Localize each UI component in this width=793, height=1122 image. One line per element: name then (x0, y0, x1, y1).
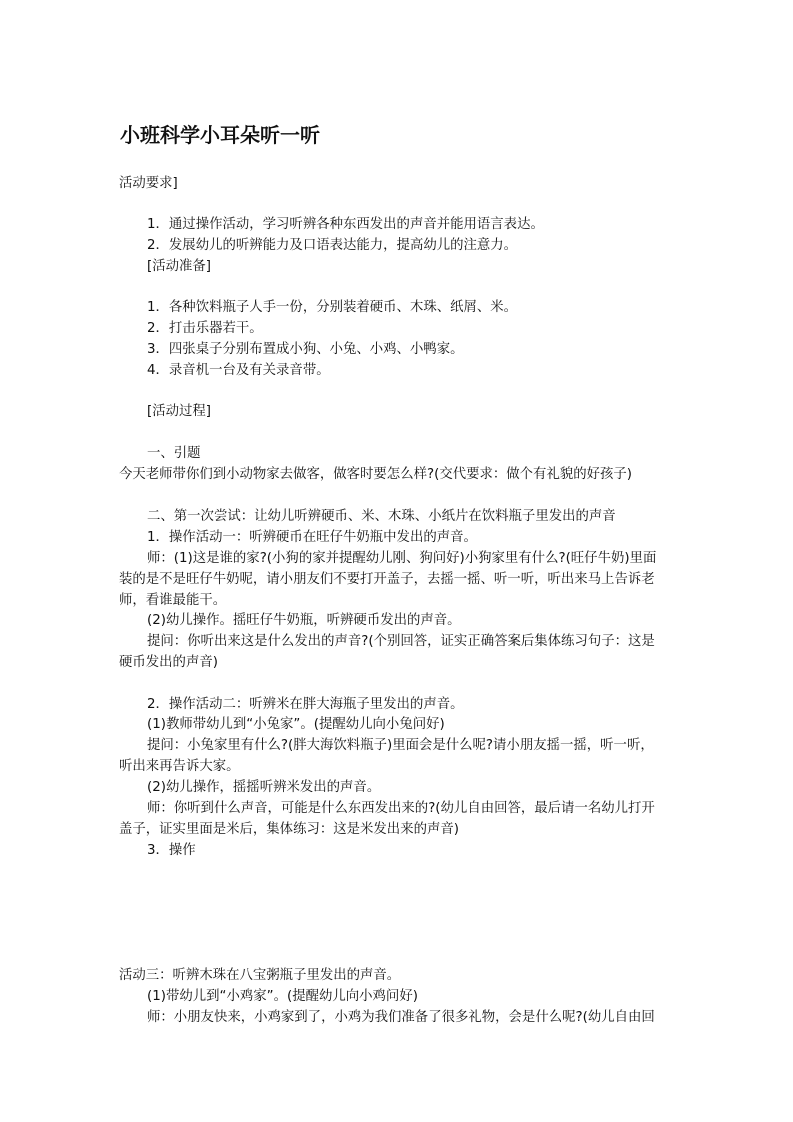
paragraph-line: 今天老师带你们到小动物家去做客，做客时要怎么样?(交代要求：做个有礼貌的好孩子) (119, 467, 633, 482)
paragraph-line: (1)带幼儿到“小鸡家”。(提醒幼儿向小鸡问好) (147, 989, 418, 1004)
subsection-heading: 一、引题 (147, 446, 201, 461)
paragraph-line: 盖子，证实里面是米后，集体练习：这是米发出来的声音) (119, 822, 459, 837)
paragraph-line: 2．操作活动二：听辨米在胖大海瓶子里发出的声音。 (147, 697, 464, 712)
paragraph-line: 2．打击乐器若干。 (147, 321, 263, 336)
paragraph-line: 4．录音机一台及有关录音带。 (147, 363, 330, 378)
paragraph-line: 师：你听到什么声音，可能是什么东西发出来的?(幼儿自由回答，最后请一名幼儿打开 (147, 801, 655, 816)
paragraph-line: 1．通过操作活动，学习听辨各种东西发出的声音并能用语言表达。 (147, 217, 544, 232)
document-title: 小班科学小耳朵听一听 (120, 123, 320, 147)
section-heading-process: [活动过程] (147, 404, 212, 419)
section-heading-requirements: 活动要求] (119, 176, 178, 191)
paragraph-line: (2)幼儿操作，摇摇听辨米发出的声音。 (147, 780, 381, 795)
paragraph-line: 提问：小兔家里有什么?(胖大海饮料瓶子)里面会是什么呢?请小朋友摇一摇，听一听， (147, 738, 654, 753)
paragraph-line: 师：小朋友快来，小鸡家到了，小鸡为我们准备了很多礼物，会是什么呢?(幼儿自由回 (147, 1010, 655, 1025)
paragraph-line: 活动三：听辨木珠在八宝粥瓶子里发出的声音。 (119, 968, 401, 983)
paragraph-line: 3．操作 (147, 843, 196, 858)
paragraph-line: 1．操作活动一：听辨硬币在旺仔牛奶瓶中发出的声音。 (147, 530, 477, 545)
paragraph-line: 装的是不是旺仔牛奶呢，请小朋友们不要打开盖子，去摇一摇、听一听，听出来马上告诉老 (119, 572, 655, 587)
paragraph-line: 2．发展幼儿的听辨能力及口语表达能力，提高幼儿的注意力。 (147, 238, 518, 253)
paragraph-line: 听出来再告诉大家。 (119, 759, 240, 774)
paragraph-line: (1)教师带幼儿到“小兔家”。(提醒幼儿向小兔问好) (147, 717, 445, 732)
subsection-heading: 二、第一次尝试：让幼儿听辨硬币、米、木珠、小纸片在饮料瓶子里发出的声音 (147, 509, 616, 524)
section-heading-preparation: [活动准备] (147, 259, 212, 274)
paragraph-line: 提问：你听出来这是什么发出的声音?(个别回答，证实正确答案后集体练习句子：这是 (147, 634, 655, 649)
paragraph-line: (2)幼儿操作。摇旺仔牛奶瓶，听辨硬币发出的声音。 (147, 613, 461, 628)
paragraph-line: 师：(1)这是谁的家?(小狗的家并提醒幼儿刚、狗问好)小狗家里有什么?(旺仔牛奶)里面 (147, 551, 657, 566)
paragraph-line: 硬币发出的声音) (119, 655, 218, 670)
paragraph-line: 师，看谁最能干。 (119, 593, 227, 608)
paragraph-line: 3．四张桌子分别布置成小狗、小兔、小鸡、小鸭家。 (147, 342, 464, 357)
paragraph-line: 1．各种饮料瓶子人手一份，分别装着硬币、木珠、纸屑、米。 (147, 300, 518, 315)
